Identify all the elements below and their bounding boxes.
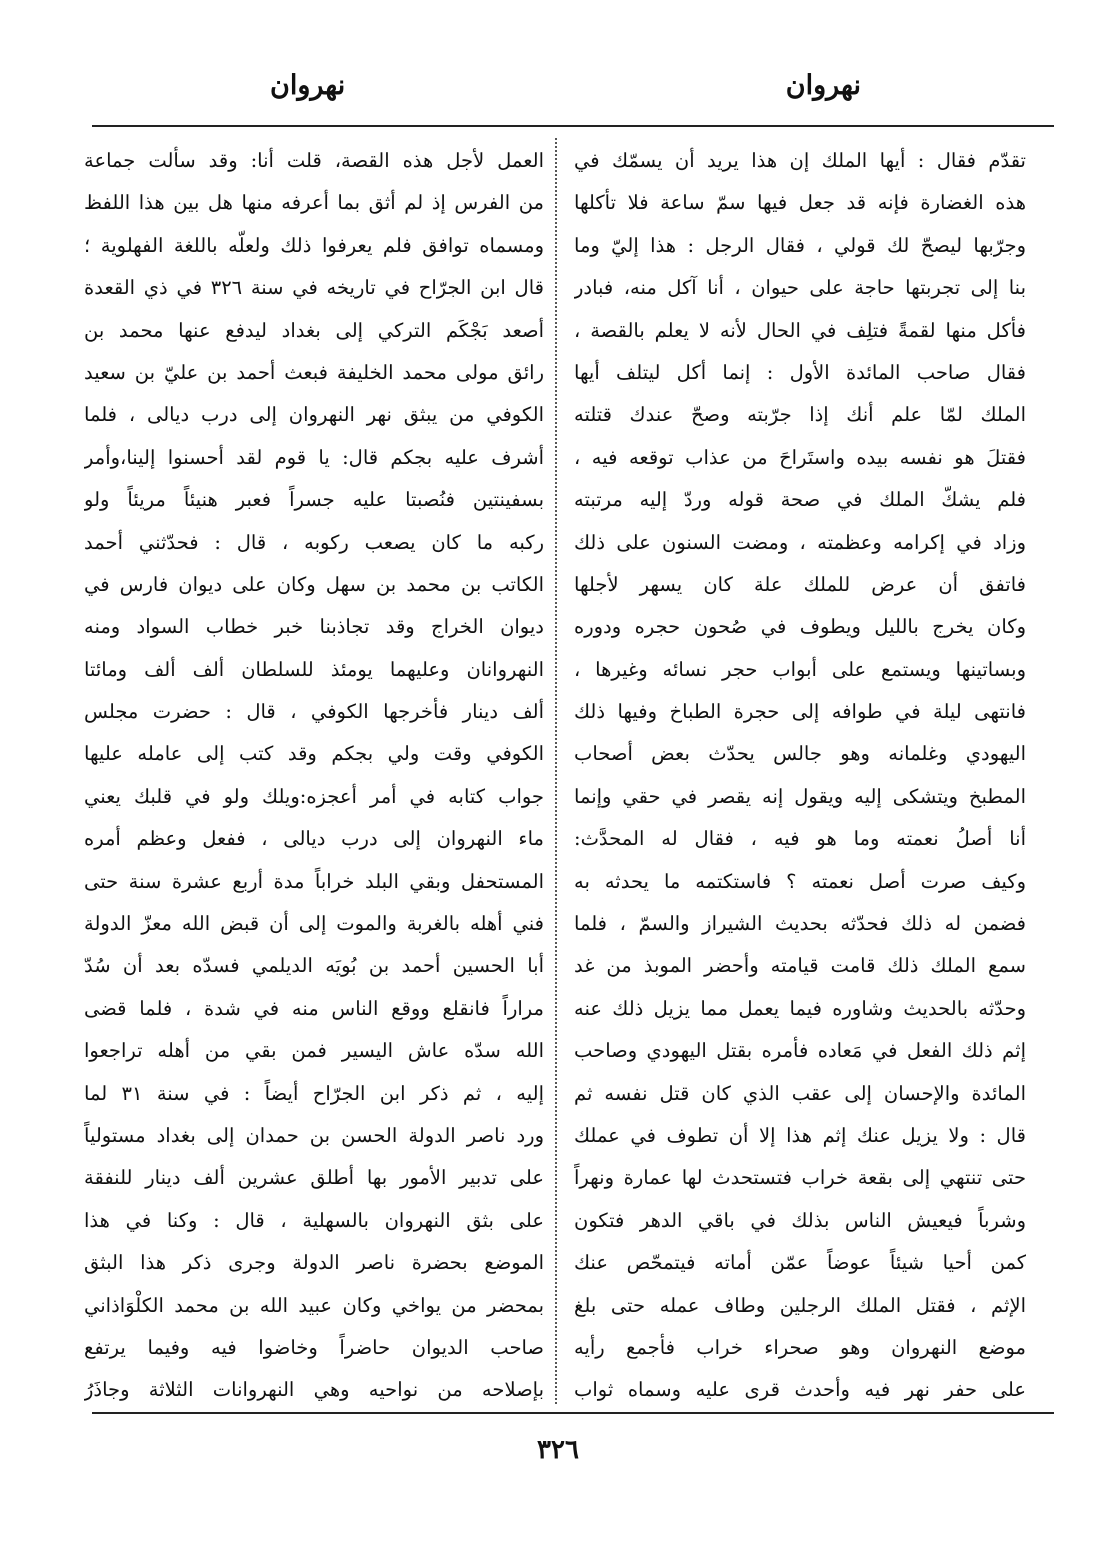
text-line: فأكل منها لقمةً فتلِف في الحال لأنه لا يعلم بالقصة ، — [574, 318, 1026, 342]
text-line: تقدّم فقال : أيها الملك إن هذا يريد أن يسمّك في — [574, 149, 1026, 172]
text-line: مراراً فانقلع ووقع الناس منه في شدة ، فلما قضى — [84, 996, 544, 1020]
text-line: بإصلاحه من نواحيه وهي النهروانات الثلاثة وجاذَرُ — [84, 1378, 544, 1402]
left-text-column — [84, 140, 544, 1412]
text-line: المستحفل وبقي البلد خراباً مدة أربع عشرة سنة حتى — [84, 869, 544, 893]
text-line: وكان يخرج بالليل ويطوف في صُحون حجره ودوره — [574, 615, 1026, 639]
text-line: صاحب الديوان حاضراً وخاضوا فيه وفيما يرتفع — [84, 1335, 544, 1359]
text-line: موضع النهروان وهو صحراء خراب فأجمع رأيه — [574, 1335, 1026, 1359]
text-line: كمن أحيا شيئاً عوضاً عمّن أماته فيتمحّص عنك — [574, 1251, 1026, 1275]
text-line: أشرف عليه بجكم قال: يا قوم لقد أحسنوا إلينا،وأمر — [84, 445, 544, 469]
text-line: فاتفق أن عرض للملك علة كان يسهر لأجلها — [574, 572, 1026, 596]
text-line: وبساتينها ويستمع على أبواب حجر نسائه وغيرها ، — [574, 657, 1026, 681]
text-line: قال : ولا يزيل عنك إثم هذا إلا أن تطوف في عملك — [574, 1123, 1026, 1147]
text-line: على تدبير الأمور بها أطلق عشرين ألف دينار للنفقة — [84, 1166, 544, 1190]
running-title-left: نهروان — [270, 70, 346, 101]
text-line: الكوفي وقت ولي بجكم وقد كتب إلى عامله عليها — [84, 742, 544, 766]
text-line: فقال صاحب المائدة الأول : إنما أكل ليتلف أيها — [574, 360, 1026, 384]
text-line: على حفر نهر فيه وأحدث قرى عليه وسماه ثواب — [574, 1378, 1026, 1402]
text-line: ألف دينار فأخرجها الكوفي ، قال : حضرت مجلس — [84, 700, 544, 724]
text-line: اليهودي وغلمانه وهو جالس يحدّث بعض أصحاب — [574, 742, 1026, 766]
text-line: إثم ذلك الفعل في مَعاده فأمره بقتل اليهودي وصاحب — [574, 1039, 1026, 1063]
text-line: الله سدّه عاش اليسير فمن بقي من أهله تراجعوا — [84, 1039, 544, 1063]
text-line: وجرّبها ليصحّ لك قولي ، فقال الرجل : هذا إليّ وما — [574, 233, 1026, 257]
text-line: وحدّثه بالحديث وشاوره فيما يعمل مما يزيل ذلك عنه — [574, 996, 1026, 1020]
text-line: ماء النهروان إلى درب ديالى ، ففعل وعظم أمره — [84, 827, 544, 851]
text-line: أصعد بَجْكَم التركي إلى بغداد ليدفع عنها محمد بن — [84, 318, 544, 342]
text-line: من الفرس إذ لم أثق بما أعرفه منها هل بين هذا اللفظ — [84, 191, 544, 215]
text-line: النهروانان وعليهما يومئذ للسلطان ألف ألف ومائتا — [84, 657, 544, 681]
text-line: بسفينتين فنُصبتا عليه جسراً فعبر هنيئاً مريئاً ولو — [84, 488, 544, 512]
text-line: رائق مولى محمد الخليفة فبعث أحمد بن عليّ بن سعيد — [84, 360, 544, 384]
text-line: إليه ، ثم ذكر ابن الجرّاح أيضاً : في سنة ٣١ لما — [84, 1081, 544, 1105]
column-divider — [555, 138, 557, 1404]
text-line: قال ابن الجرّاح في تاريخه في سنة ٣٢٦ في ذي القعدة — [84, 276, 544, 300]
text-line: بمحضر من يواخي وكان عبيد الله بن محمد الكلْوَاذاني — [84, 1293, 544, 1317]
text-line: سمع الملك ذلك قامت قيامته وأحضر الموبذ من غد — [574, 954, 1026, 978]
text-line: هذه الغضارة فإنه قد جعل فيها سمّ ساعة فلا تأكلها — [574, 191, 1026, 215]
text-line: ومسماه توافق فلم يعرفوا ذلك ولعلّه باللغة الفهلوية ؛ — [84, 233, 544, 257]
text-line: الإثم ، فقتل الملك الرجلين وطاف عمله حتى بلغ — [574, 1293, 1026, 1317]
text-line: الموضع بحضرة ناصر الدولة وجرى ذكر هذا البثق — [84, 1251, 544, 1275]
text-line: فقتلَ هو نفسه بيده واستَراحَ من عذاب توقعه فيه ، — [574, 445, 1026, 469]
text-line: ورد ناصر الدولة الحسن بن حمدان إلى بغداد مستولياً — [84, 1123, 544, 1147]
text-line: فضمن له ذلك فحدّثه بحديث الشيراز والسمّ ، فلما — [574, 912, 1026, 936]
running-title-right: نهروان — [785, 70, 861, 101]
text-line: فانتهى ليلة في طوافه إلى حجرة الطباخ وفيها ذلك — [574, 700, 1026, 724]
text-line: المائدة والإحسان إلى عقب الذي كان قتل نفسه ثم — [574, 1081, 1026, 1105]
text-line: ديوان الخراج وقد تجاذبنا خبر خطاب السواد ومنه — [84, 615, 544, 639]
text-line: وكيف صرت أصل نعمته ؟ فاستكتمه ما يحدثه به — [574, 869, 1026, 893]
text-line: فني أهله بالغربة والموت إلى أن قبض الله معزّ الدولة — [84, 912, 544, 936]
page-number: ٣٢٦ — [537, 1435, 579, 1465]
text-line: وزاد في إكرامه وعظمته ، ومضت السنون على ذلك — [574, 530, 1026, 554]
text-line: الكاتب بن محمد بن سهل وكان على ديوان فارس في — [84, 572, 544, 596]
bottom-rule — [92, 1412, 1054, 1414]
text-line: فلم يشكّ الملك في صحة قوله وردّ إليه مرتبته — [574, 488, 1026, 512]
text-line: أبا الحسين أحمد بن بُويَه الديلمي فسدّه بعد أن سُدّ — [84, 954, 544, 978]
text-line: أنا أصلُ نعمته وما هو فيه ، فقال له المحدَّث: — [574, 827, 1026, 851]
text-line: ركبه ما كان يصعب ركوبه ، قال : فحدّثني أحمد — [84, 530, 544, 554]
text-line: الكوفي من يبثق نهر النهروان إلى درب ديالى ، فلما — [84, 403, 544, 427]
text-line: وشرباً فيعيش الناس بذلك في باقي الدهر فتكون — [574, 1208, 1026, 1232]
page-header — [0, 70, 1116, 120]
right-text-column — [574, 140, 1026, 1412]
text-line: العمل لأجل هذه القصة، قلت أنا: وقد سألت جماعة — [84, 149, 544, 172]
text-line: حتى تنتهي إلى بقعة خراب فتستحدث لها عمارة ونهراً — [574, 1166, 1026, 1190]
text-line: جواب كتابه في أمر أعجزه:ويلك ولو في قلبك يعني — [84, 784, 544, 808]
text-line: الملك لمّا علم أنك إذا جرّبته وصحّ عندك قتلته — [574, 403, 1026, 427]
text-line: بنا إلى تجربتها حاجة على حيوان ، أنا آكل منه، فبادر — [574, 276, 1026, 300]
top-rule — [92, 125, 1054, 127]
text-line: على بثق النهروان بالسهلية ، قال : وكنا في هذا — [84, 1208, 544, 1232]
text-line: المطبخ ويتشكى إليه ويقول إنه يقصر في حقي وإنما — [574, 784, 1026, 808]
